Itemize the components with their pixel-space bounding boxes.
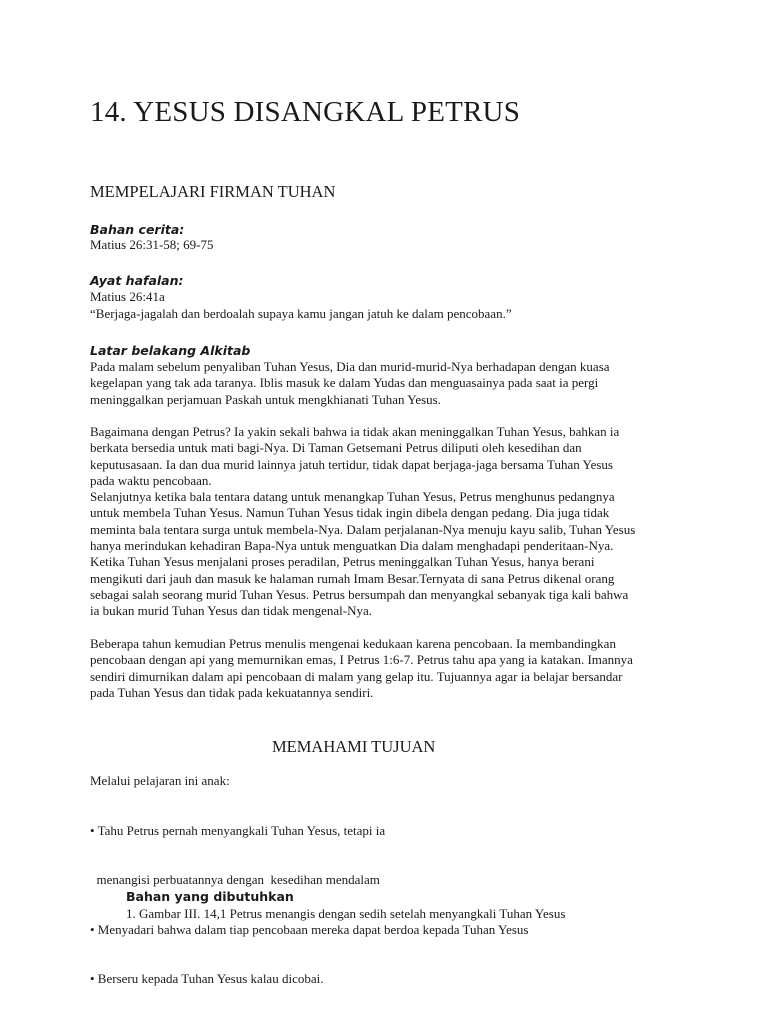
paragraph-3 (90, 636, 633, 701)
paragraph-line: pada Tuhan Yesus dan tidak pada kekuatannya sendiri. (90, 684, 374, 700)
latar-belakang-label: Latar belakang Alkitab (90, 343, 251, 358)
list-item: • Tahu Petrus pernah menyangkali Tuhan Yesus, tetapi ia (90, 822, 386, 838)
section-heading-mempelajari: MEMPELAJARI FIRMAN TUHAN (90, 182, 336, 201)
bahan-dibutuhkan-label: Bahan yang dibutuhkan (126, 889, 294, 904)
bahan-cerita-value: Matius 26:31-58; 69-75 (90, 237, 214, 252)
ayat-reference: Matius 26:41a (90, 289, 165, 304)
paragraph-line: berkata bersedia untuk mati bagi-Nya. Di Taman Getsemani Petrus diliputi oleh kesedihan dan (90, 440, 582, 456)
paragraph-line: ia bukan murid Tuhan Yesus dan tidak mengenal-Nya. (90, 603, 373, 619)
paragraph-2 (90, 424, 635, 620)
list-item: • Berseru kepada Tuhan Yesus kalau dicobai. (90, 971, 324, 987)
paragraph-line: pencobaan dengan api yang memurnikan emas, I Petrus 1:6-7. Petrus tahu apa yang ia katakan. Imannya (90, 652, 633, 668)
paragraph-line: Selanjutnya ketika bala tentara datang untuk menangkap Tuhan Yesus, Petrus menghunus pedangnya (90, 489, 615, 505)
paragraph-line: mengikuti dari jauh dan masuk ke halaman rumah Imam Besar.Ternyata di sana Petrus dikenal orang (90, 570, 615, 586)
paragraph-line: Beberapa tahun kemudian Petrus menulis mengenai kedukaan karena pencobaan. Ia membandingkan (90, 636, 616, 651)
list-item: menangisi perbuatannya dengan kesedihan mendalam (90, 872, 380, 888)
paragraph-line: Ketika Tuhan Yesus menjalani proses peradilan, Petrus meninggalkan Tuhan Yesus, hanya berani (90, 554, 595, 570)
paragraph-line: hanya merindukan kehadiran Bapa-Nya untuk menguatkan Dia dalam menghadapi penderitaan-Nya. (90, 538, 614, 554)
ayat-text: “Berjaga-jagalah dan berdoalah supaya kamu jangan jatuh ke dalam pencobaan.” (90, 306, 512, 321)
bahan-cerita-label: Bahan cerita: (90, 222, 185, 237)
paragraph-line: meninggalkan perjamuan Paskah untuk mengkhianati Tuhan Yesus. (90, 391, 441, 407)
paragraph-line: untuk membela Tuhan Yesus. Namun Tuhan Yesus tidak ingin dibela dengan pedang. Dia juga tidak (90, 505, 610, 521)
paragraph-1 (90, 359, 610, 408)
page-title: 14. YESUS DISANGKAL PETRUS (90, 96, 521, 128)
paragraph-line: sebagai salah seorang murid Tuhan Yesus. Petrus bersumpah dan menyangkal sebanyak tiga kali bahwa (90, 586, 629, 602)
paragraph-line: Pada malam sebelum penyaliban Tuhan Yesus, Dia dan murid-murid-Nya berhadapan dengan kuasa (90, 359, 610, 374)
tujuan-intro: Melalui pelajaran ini anak: (90, 773, 230, 788)
paragraph-line: keputusasaan. Ia dan dua murid lainnya jatuh tertidur, tidak dapat berjaga-jaga bersama Tuhan Yesus (90, 456, 613, 472)
paragraph-line: Bagaimana dengan Petrus? Ia yakin sekali bahwa ia tidak akan meninggalkan Tuhan Yesus, bahkan ia (90, 424, 620, 439)
paragraph-line: sendiri dimurnikan dalam api pencobaan di malam yang gelap itu. Tujuannya agar ia belajar bersandar (90, 668, 623, 684)
paragraph-line: kegelapan yang tak ada taranya. Iblis masuk ke dalam Yudas dan menguasainya pada saat ia pergi (90, 375, 599, 391)
ayat-hafalan-label: Ayat hafalan: (90, 273, 184, 288)
paragraph-line: meminta bala tentara surga untuk membela-Nya. Dalam perjalanan-Nya menuju kayu salib, Tuhan Yesus (90, 521, 636, 537)
bahan-item: 1. Gambar III. 14,1 Petrus menangis dengan sedih setelah menyangkali Tuhan Yesus (126, 906, 566, 921)
section-heading-memahami: MEMAHAMI TUJUAN (272, 737, 436, 756)
list-item: • Menyadari bahwa dalam tiap pencobaan mereka dapat berdoa kepada Tuhan Yesus (90, 921, 529, 937)
paragraph-line: pada waktu pencobaan. (90, 472, 212, 488)
